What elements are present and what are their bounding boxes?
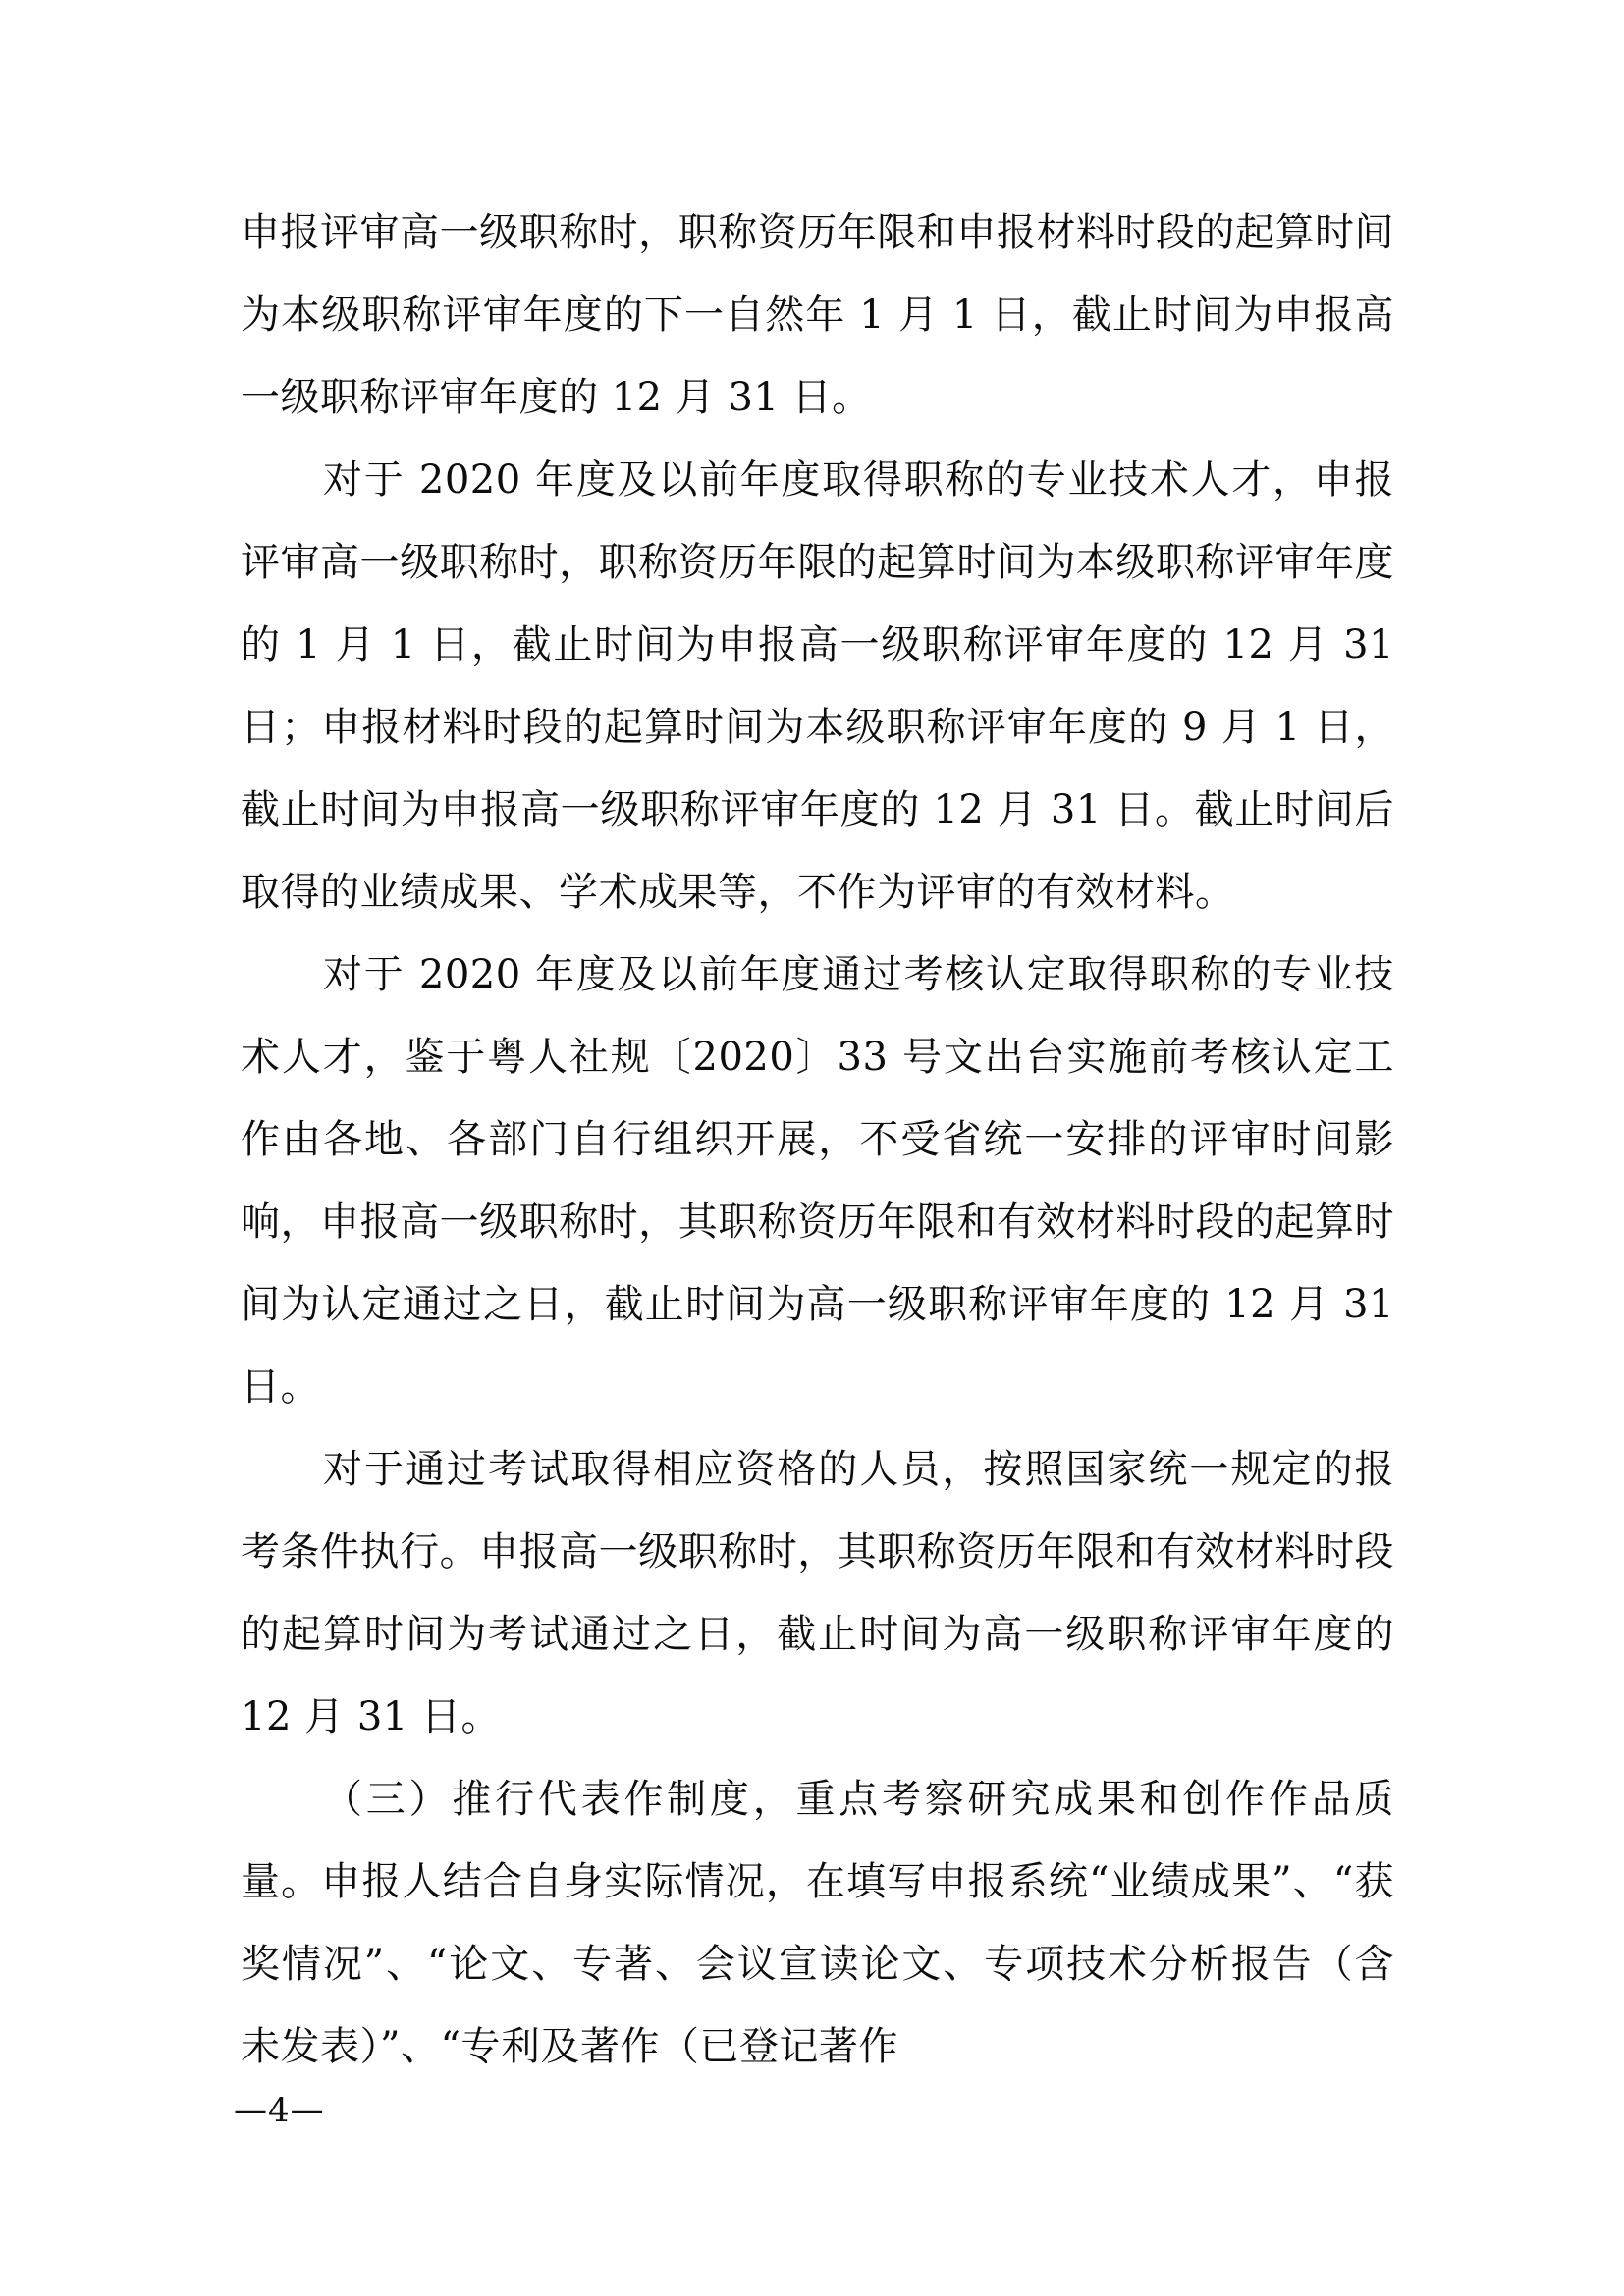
paragraph-3: 对于 2020 年度及以前年度通过考核认定取得职称的专业技术人才，鉴于粤人社规〔2020〕33 号文出台实施前考核认定工作由各地、各部门自行组织开展，不受省统一安排的评审时间影响，申报高一级职称时，其职称资历年限和有效材料时段的起算时间为认定通过之日，截止时间为高一级职称评审年度的 12 月 31 日。 <box>241 952 1394 1410</box>
paragraph-5: （三）推行代表作制度，重点考察研究成果和创作作品质量。申报人结合自身实际情况，在填写申报系统“业绩成果”、“获奖情况”、“论文、专著、会议宣读论文、专项技术分析报告（含未发表）”、“专利及著作（已登记著作 <box>241 1777 1394 2069</box>
document-body <box>241 191 1394 2088</box>
paragraph-4: 对于通过考试取得相应资格的人员，按照国家统一规定的报考条件执行。申报高一级职称时，其职称资历年限和有效材料时段的起算时间为考试通过之日，截止时间为高一级职称评审年度的 12 月 31 日。 <box>241 1447 1394 1739</box>
paragraph-1: 申报评审高一级职称时，职称资历年限和申报材料时段的起算时间为本级职称评审年度的下一自然年 1 月 1 日，截止时间为申报高一级职称评审年度的 12 月 31 日。 <box>241 210 1394 420</box>
paragraph-2: 对于 2020 年度及以前年度取得职称的专业技术人才，申报评审高一级职称时，职称资历年限的起算时间为本级职称评审年度的 1 月 1 日，截止时间为申报高一级职称评审年度的 12 月 31 日；申报材料时段的起算时间为本级职称评审年度的 9 月 1 日，截止时间为申报高一级职称评审年度的 12 月 31 日。截止时间后取得的业绩成果、学术成果等，不作为评审的有效材料。 <box>241 457 1394 915</box>
page-number: —4— <box>234 2091 325 2130</box>
